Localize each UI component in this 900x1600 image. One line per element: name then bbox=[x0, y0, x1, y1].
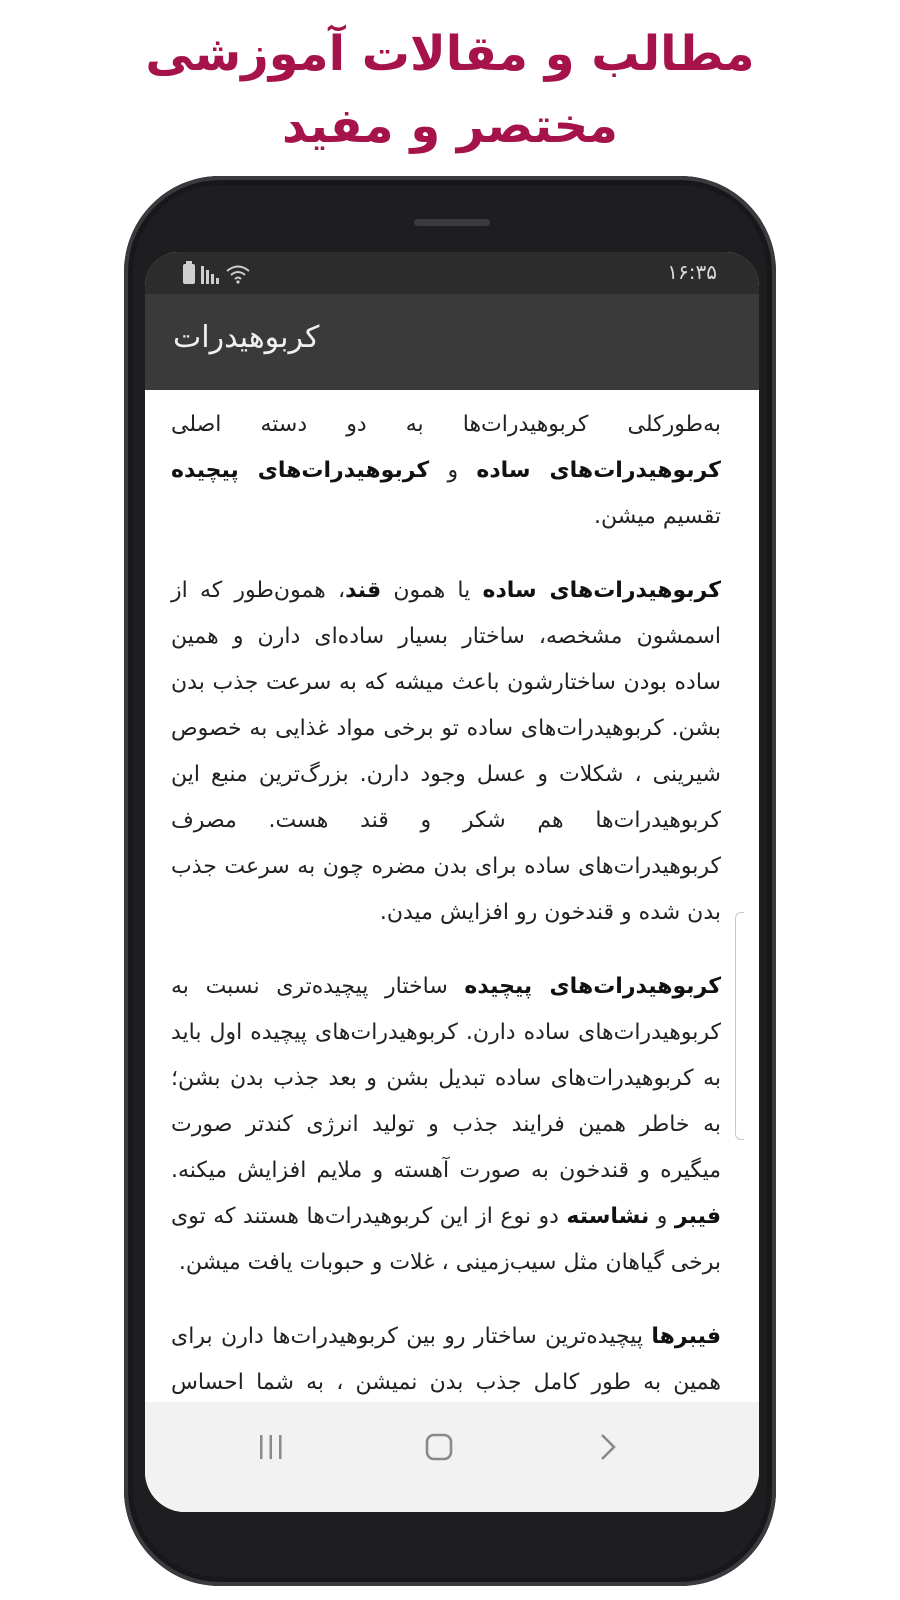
navigation-bar bbox=[145, 1402, 759, 1512]
headline-line-2: مختصر و مفید bbox=[282, 98, 618, 154]
bold-term: فیبر bbox=[674, 1204, 721, 1229]
battery-icon bbox=[183, 264, 195, 284]
recent-apps-icon bbox=[256, 1432, 286, 1462]
bold-term: فیبرها bbox=[651, 1324, 721, 1349]
phone-screen bbox=[145, 252, 759, 1512]
bold-term: کربوهیدرات‌های پیچیده bbox=[464, 974, 721, 999]
promo-headline bbox=[0, 18, 900, 162]
bold-term: کربوهیدرات‌های پیچیده bbox=[171, 458, 430, 483]
back-button[interactable] bbox=[577, 1422, 637, 1472]
text: به‌طورکلی کربوهیدرات‌ها به دو دسته اصلی bbox=[171, 412, 721, 437]
app-bar bbox=[145, 294, 759, 390]
home-button[interactable] bbox=[409, 1422, 469, 1472]
scrollbar-handle[interactable] bbox=[735, 912, 744, 1140]
signal-icon bbox=[201, 264, 219, 284]
wifi-icon bbox=[225, 264, 251, 284]
paragraph-complex-carbs bbox=[171, 964, 721, 1286]
text: یا همون bbox=[381, 578, 483, 603]
status-icons bbox=[183, 262, 251, 284]
back-icon bbox=[592, 1432, 622, 1462]
bold-term: قند bbox=[345, 578, 382, 603]
paragraph-intro bbox=[171, 402, 721, 540]
bold-term: کربوهیدرات‌های ساده bbox=[482, 578, 721, 603]
earpiece-speaker bbox=[414, 219, 490, 226]
status-time: ۱۶:۳۵ bbox=[667, 260, 717, 284]
bold-term: کربوهیدرات‌های ساده bbox=[476, 458, 721, 483]
text: تقسیم میشن. bbox=[594, 504, 721, 529]
text: و bbox=[429, 458, 477, 483]
text: دو نوع از این کربوهیدرات‌ها هستند که توی برخی گیاهان مثل سیب‌زمینی ، غلات و حبوبات یافت میشن. bbox=[171, 1204, 721, 1275]
paragraph-simple-carbs bbox=[171, 568, 721, 936]
text: و bbox=[649, 1204, 675, 1229]
text: ساختار پیچیده‌تری نسبت به کربوهیدرات‌های ساده دارن. کربوهیدرات‌های پیچیده اول باید به کربوهیدرات‌های ساده تبدیل بشن و بعد جذب بدن بشن؛ به خاطر همین فرایند جذب و تولید انرژی کندتر صورت میگیره و قندخون به صورت آهسته و ملایم افزایش میکنه. bbox=[171, 974, 721, 1183]
recent-apps-button[interactable] bbox=[241, 1422, 301, 1472]
home-icon bbox=[422, 1430, 456, 1464]
page-title: کربوهیدرات bbox=[173, 320, 320, 355]
text: پیچیده‌ترین ساختار رو بین کربوهیدرات‌ها دارن برای همین به طور کامل جذب بدن نمیشن ، به شما احساس bbox=[171, 1324, 721, 1395]
bold-term: نشاسته bbox=[566, 1204, 650, 1229]
headline-line-1: مطالب و مقالات آموزشی bbox=[145, 26, 755, 82]
status-bar bbox=[145, 252, 759, 294]
text: ، همون‌طور که از اسمشون مشخصه، ساختار بسیار ساده‌ای دارن و همین ساده بودن ساختارشون باعث میشه که به سرعت جذب بدن بشن. کربوهیدرات‌های ساده تو برخی مواد غذایی به خصوص شیرینی ، شکلات و عسل وجود دارن. بزرگ‌ترین منبع این کربوهیدرات‌ها هم شکر و قند هست. مصرف کربوهیدرات‌های ساده برای بدن مضره چون به سرعت جذب بدن شده و قندخون رو افزایش میدن. bbox=[171, 578, 721, 925]
article-body[interactable] bbox=[171, 402, 721, 1512]
